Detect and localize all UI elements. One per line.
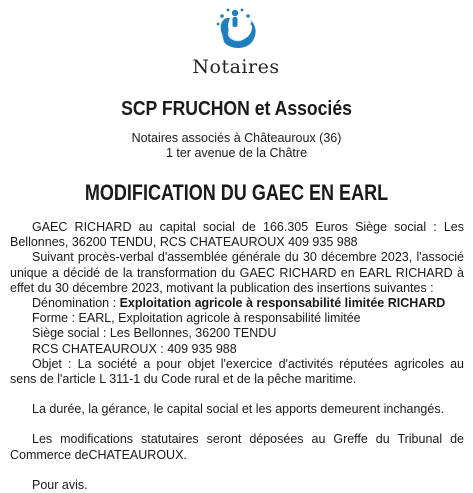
spacer: [10, 387, 464, 402]
notice-title: MODIFICATION DU GAEC EN EARL: [84, 180, 389, 205]
denomination-line: [10, 296, 464, 311]
notaires-logo: [186, 4, 286, 84]
forme-line: Forme : EARL, Exploitation agricole à responsabilité limitée: [32, 311, 361, 326]
paragraph-proces-verbal: Suivant procès-verbal d'assemblée générale du 30 décembre 2023, l'associé unique a décidé de la transformation du GAEC RICHARD en EARL RICHARD à effet du 30 décembre 2023, motivant la publication des insertions suivantes :: [10, 250, 464, 295]
firm-subtitle-line1: Notaires associés à Châteauroux (36): [131, 131, 342, 145]
spacer: [10, 463, 464, 478]
paragraph-greffe: Les modifications statutaires seront déposées au Greffe du Tribunal de Commerce deCHATEAUROUX.: [10, 432, 464, 462]
firm-subtitle-line2: 1 ter avenue de la Châtre: [165, 146, 308, 160]
rcs-line: RCS CHATEAUROUX : 409 935 988: [32, 341, 237, 356]
closing-line: Pour avis.: [32, 477, 88, 492]
spacer: [10, 417, 464, 432]
notaires-emblem-icon: [208, 4, 262, 54]
logo-text: Notaires: [192, 56, 280, 78]
paragraph-company: GAEC RICHARD au capital social de 166.305 Euros Siège social : Les Bellonnes, 36200 TENDU, RCS CHATEAUROUX 409 935 988: [10, 220, 464, 250]
notice-body: [10, 220, 464, 493]
paragraph-unchanged: La durée, la gérance, le capital social et les apports demeurent inchangés.: [32, 402, 445, 417]
objet-paragraph: Objet : La société a pour objet l'exercice d'activités réputées agricoles au sens de l'article L 311-1 du Code rural et de la pêche maritime.: [10, 356, 464, 387]
denomination-value: Exploitation agricole à responsabilité limitée RICHARD: [119, 296, 446, 311]
denomination-label: Dénomination :: [32, 296, 120, 311]
firm-name: SCP FRUCHON et Associés: [121, 98, 352, 120]
siege-line: Siège social : Les Bellonnes, 36200 TENDU: [32, 326, 277, 341]
